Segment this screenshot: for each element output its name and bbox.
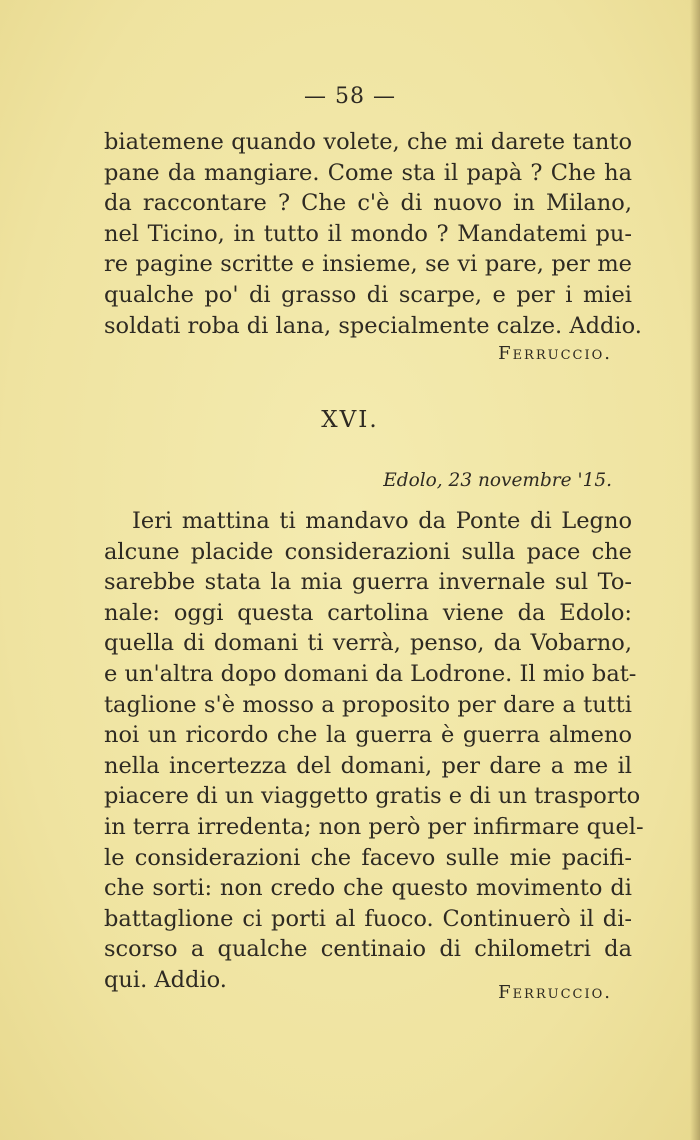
letter-2-place-date: Edolo, 23 novembre '15.	[383, 470, 612, 491]
text-line: qualche po' di grasso di scarpe, e per i miei	[104, 281, 632, 308]
text-line: alcune placide considerazioni sulla pace che	[104, 538, 632, 565]
text-line: taglione s'è mosso a proposito per dare a tutti	[104, 691, 632, 718]
text-line: le considerazioni che facevo sulle mie pacifi-	[104, 844, 632, 871]
text-line: pane da mangiare. Come sta il papà ? Che ha	[104, 159, 632, 186]
page-edge-shadow	[690, 0, 700, 1140]
text-line: soldati roba di lana, specialmente calze. Addio.	[104, 312, 642, 339]
letter-1-signature: Ferruccio.	[498, 343, 612, 364]
letter-1-body	[104, 127, 642, 341]
letter-2-signature: Ferruccio.	[498, 982, 612, 1003]
text-line: sarebbe stata la mia guerra invernale sul To-	[104, 569, 632, 596]
text-line: noi un ricordo che la guerra è guerra almeno	[104, 722, 632, 749]
text-line: battaglione ci porti al fuoco. Continuerò il di-	[104, 905, 632, 932]
letter-2-body	[104, 506, 644, 996]
text-line: Ieri mattina ti mandavo da Ponte di Legno	[132, 508, 632, 534]
page-number: — 58 —	[304, 84, 396, 109]
text-line: nale: oggi questa cartolina viene da Edolo:	[104, 599, 632, 626]
text-line: che sorti: non credo che questo movimento di	[104, 875, 632, 902]
text-line: piacere di un viaggetto gratis e di un trasporto	[104, 783, 641, 810]
text-line: e un'altra dopo domani da Lodrone. Il mio bat-	[104, 660, 637, 687]
text-line: scorso a qualche centinaio di chilometri da	[104, 936, 632, 963]
text-line: nella incertezza del domani, per dare a me il	[104, 752, 632, 779]
letter-2-heading: XVI.	[321, 407, 379, 433]
text-line: in terra irredenta; non però per infirmare quel-	[104, 813, 644, 840]
text-line: nel Ticino, in tutto il mondo ? Mandatemi pu-	[104, 220, 632, 247]
text-line: biatemene quando volete, che mi darete tanto	[104, 129, 632, 155]
text-line: qui. Addio.	[104, 966, 227, 993]
text-line: quella di domani ti verrà, penso, da Vobarno,	[104, 630, 632, 657]
text-line: da raccontare ? Che c'è di nuovo in Milano,	[104, 190, 632, 217]
text-line: re pagine scritte e insieme, se vi pare, per me	[104, 251, 632, 278]
